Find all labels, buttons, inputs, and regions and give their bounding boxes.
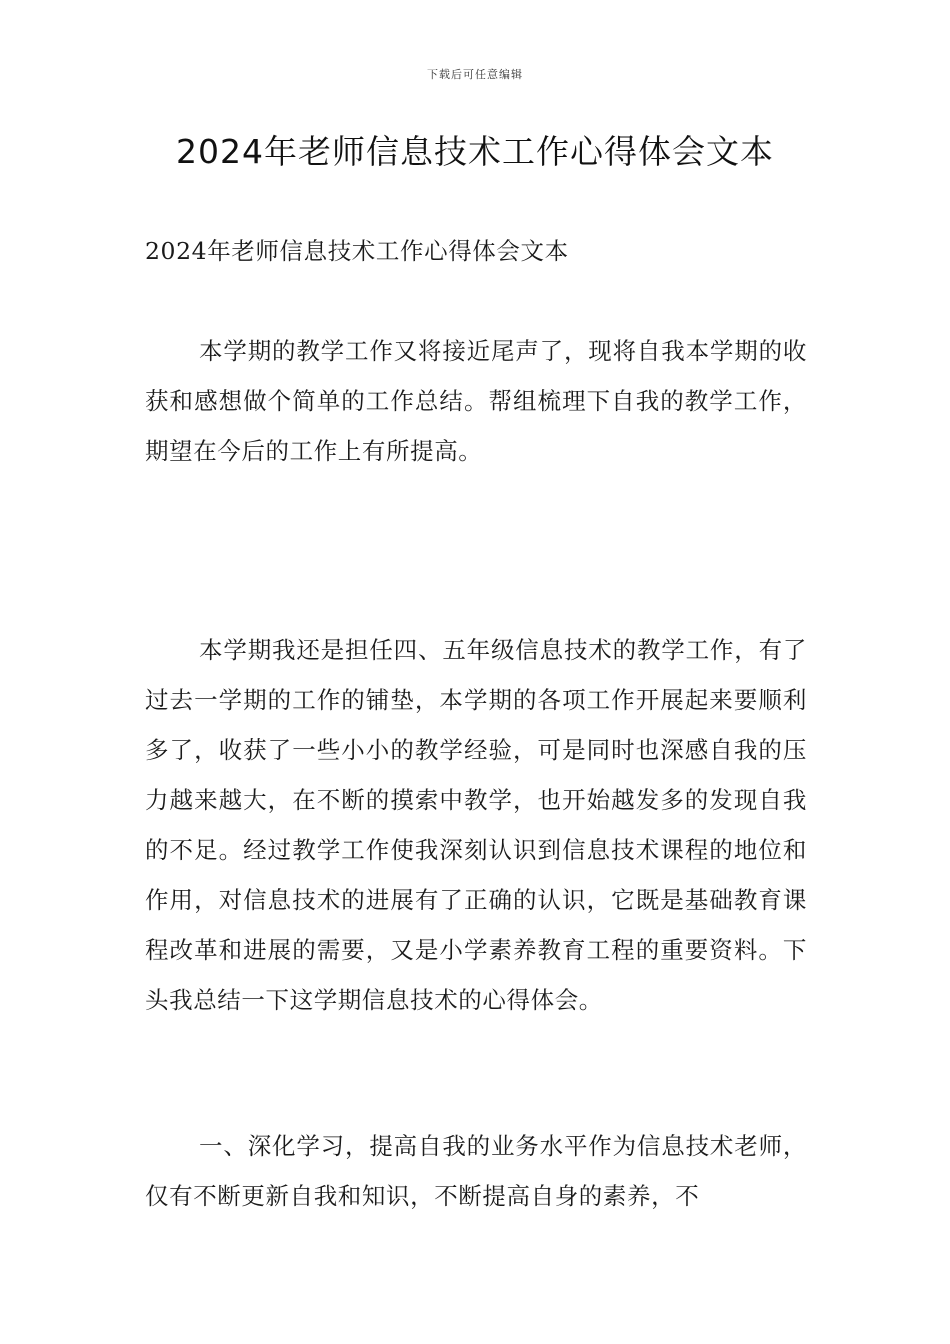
paragraph-overview: 本学期我还是担任四、五年级信息技术的教学工作，有了过去一学期的工作的铺垫，本学期的各项工作开展起来要顺利多了，收获了一些小小的教学经验，可是同时也深感自我的压力越来越大，在不断的摸索中教学，也开始越发多的发现自我的不足。经过教学工作使我深刻认识到信息技术课程的地位和作用，对信息技术的进展有了正确的认识，它既是基础教育课程改革和进展的需要，又是小学素养教育工程的重要资料。下头我总结一下这学期信息技术的心得体会。 [145, 636, 807, 1014]
paragraph-intro: 本学期的教学工作又将接近尾声了，现将自我本学期的收获和感想做个简单的工作总结。帮组梳理下自我的教学工作，期望在今后的工作上有所提高。 [145, 337, 807, 465]
document-title: 2024年老师信息技术工作心得体会文本 [176, 132, 774, 171]
paragraph-section-one: 一、深化学习，提高自我的业务水平作为信息技术老师，仅有不断更新自我和知识，不断提高自身的素养，不 [145, 1132, 807, 1210]
document-subtitle: 2024年老师信息技术工作心得体会文本 [145, 237, 569, 265]
header-note: 下载后可任意编辑 [427, 68, 523, 81]
